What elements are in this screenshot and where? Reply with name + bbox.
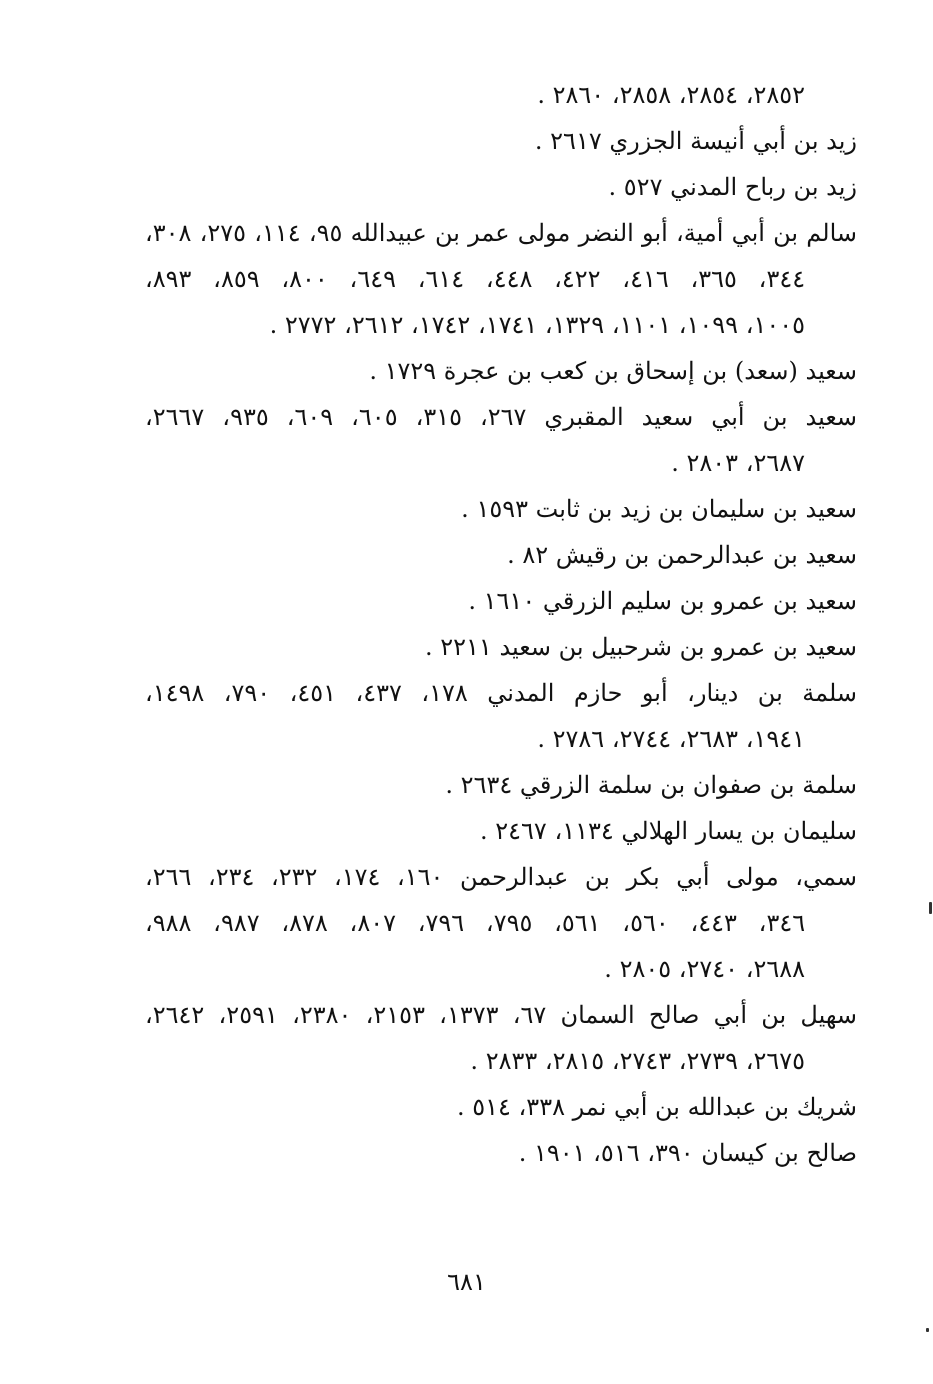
narrators-index — [145, 72, 857, 1176]
index-entry: سعيد بن عمرو بن شرحبيل بن سعيد ٢٢١١ . — [424, 633, 857, 661]
index-entry: سهيل بن أبي صالح السمان ٦٧، ١٣٧٣، ٢١٥٣، ٢٣٨٠، ٢٥٩١، ٢٦٤٢، — [145, 1001, 857, 1029]
scan-speck — [926, 1328, 929, 1332]
index-line-continuation: ٢٨٥٢، ٢٨٥٤، ٢٨٥٨، ٢٨٦٠ . — [537, 81, 805, 109]
index-line-continuation: ٢٦٧٥، ٢٧٣٩، ٢٧٤٣، ٢٨١٥، ٢٨٣٣ . — [470, 1047, 805, 1075]
index-line-continuation: ٢٦٨٨، ٢٧٤٠، ٢٨٠٥ . — [604, 955, 805, 983]
index-entry: سعيد بن سليمان بن زيد بن ثابت ١٥٩٣ . — [461, 495, 857, 523]
index-entry: شريك بن عبدالله بن أبي نمر ٣٣٨، ٥١٤ . — [456, 1093, 857, 1121]
index-line-continuation: ٢٦٨٧، ٢٨٠٣ . — [671, 449, 805, 477]
index-entry: سمي، مولى أبي بكر بن عبدالرحمن ١٦٠، ١٧٤، ٢٣٢، ٢٣٤، ٢٦٦، — [145, 863, 857, 891]
index-entry: زيد بن رباح المدني ٥٢٧ . — [608, 173, 857, 201]
scan-speck — [929, 902, 932, 914]
index-entry: سالم بن أبي أمية، أبو النضر مولى عمر بن عبيدالله ٩٥، ١١٤، ٢٧٥، ٣٠٨، — [145, 219, 857, 247]
index-entry: سلمة بن دينار، أبو حازم المدني ١٧٨، ٤٣٧، ٤٥١، ٧٩٠، ١٤٩٨، — [145, 679, 857, 707]
page-number: ٦٨١ — [447, 1268, 486, 1296]
index-line-continuation: ٣٤٦، ٤٤٣، ٥٦٠، ٥٦١، ٧٩٥، ٧٩٦، ٨٠٧، ٨٧٨، ٩٨٧، ٩٨٨، — [145, 909, 806, 937]
index-entry: سلمة بن صفوان بن سلمة الزرقي ٢٦٣٤ . — [445, 771, 857, 799]
index-entry: سعيد (سعد) بن إسحاق بن كعب بن عجرة ١٧٢٩ . — [369, 357, 857, 385]
index-line-continuation: ٣٤٤، ٣٦٥، ٤١٦، ٤٢٢، ٤٤٨، ٦١٤، ٦٤٩، ٨٠٠، ٨٥٩، ٨٩٣، — [145, 265, 806, 293]
index-entry: زيد بن أبي أنيسة الجزري ٢٦١٧ . — [534, 127, 857, 155]
index-line-continuation: ١٩٤١، ٢٦٨٣، ٢٧٤٤، ٢٧٨٦ . — [537, 725, 805, 753]
index-entry: سعيد بن عبدالرحمن بن رقيش ٨٢ . — [507, 541, 857, 569]
index-entry: سليمان بن يسار الهلالي ١١٣٤، ٢٤٦٧ . — [479, 817, 857, 845]
index-entry: سعيد بن عمرو بن سليم الزرقي ١٦١٠ . — [468, 587, 857, 615]
index-entry: صالح بن كيسان ٣٩٠، ٥١٦، ١٩٠١ . — [518, 1139, 857, 1167]
index-line-continuation: ١٠٠٥، ١٠٩٩، ١١٠١، ١٣٢٩، ١٧٤١، ١٧٤٢، ٢٦١٢، ٢٧٧٢ . — [269, 311, 805, 339]
index-entry: سعيد بن أبي سعيد المقبري ٢٦٧، ٣١٥، ٦٠٥، ٦٠٩، ٩٣٥، ٢٦٦٧، — [145, 403, 857, 431]
